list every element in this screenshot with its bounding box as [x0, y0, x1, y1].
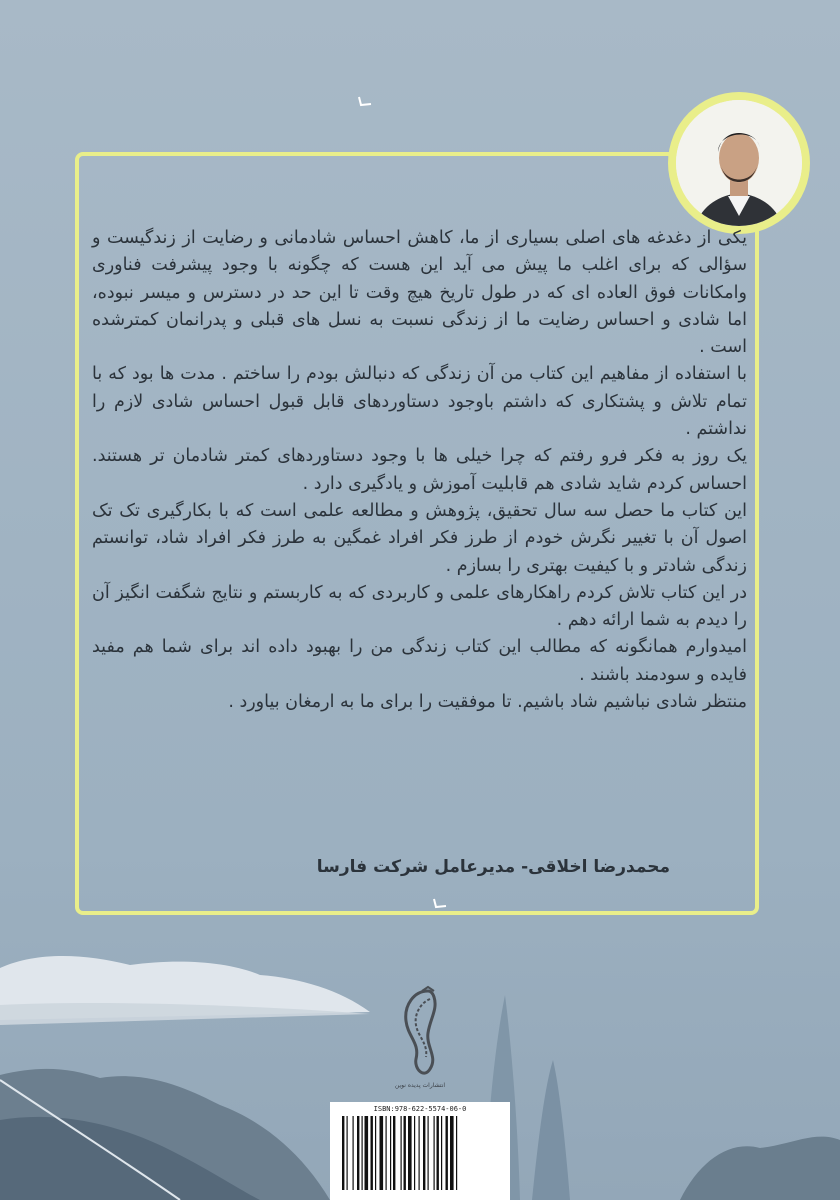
barcode-bar	[353, 1116, 354, 1190]
barcode-bar	[371, 1116, 373, 1190]
barcode-bar	[456, 1116, 457, 1190]
tick-mark-icon	[357, 96, 373, 108]
barcode-bar	[450, 1116, 454, 1190]
barcode-bar	[401, 1116, 402, 1190]
barcode-bar	[393, 1116, 395, 1190]
barcode-bar	[365, 1116, 369, 1190]
barcode	[330, 1102, 510, 1200]
barcode-bar	[437, 1116, 439, 1190]
barcode-bar	[357, 1116, 359, 1190]
barcode-bar	[423, 1116, 425, 1190]
author-signature: محمدرضا اخلاقی- مدیرعامل شرکت فارسا	[316, 857, 670, 877]
body-text	[92, 225, 747, 716]
publisher-name: انتشارات پدیده نوین	[394, 1082, 446, 1089]
barcode-bar	[347, 1116, 348, 1190]
barcode-bar	[446, 1116, 448, 1190]
publisher-logo-icon	[390, 985, 450, 1090]
barcode-bar	[414, 1116, 415, 1190]
paragraph: یکی از دغدغه های اصلی بسیاری از ما، کاهش احساس شادمانی و رضایت از زندگیست و سؤالی که برای اغلب ما پیش می آید این هست که چگونه با وجود پیشرفت فناوری وامکانات فوق العاده ای که در طول تاریخ هیچ وقت تا این حد در دسترس و میسر نبوده، اما شادی و احساس رضایت ما از زندگی نسبت به نسل های قبلی و پدرانمان کمترشده است .	[92, 228, 747, 358]
barcode-bar	[380, 1116, 384, 1190]
barcode-bar	[441, 1116, 442, 1190]
barcode-bar	[434, 1116, 435, 1190]
isbn-label: ISBN:978-622-5574-06-0	[373, 1105, 467, 1113]
barcode-bar	[408, 1116, 412, 1190]
barcode-bar	[342, 1116, 344, 1190]
paragraph: یک روز به فکر فرو رفتم که چرا خیلی ها با وجود دستاوردهای کمتر شادمان تر هستند. احساس کردم شاید شادی هم قابلیت آموزش و یادگیری دارد .	[92, 446, 747, 494]
barcode-bar	[404, 1116, 406, 1190]
barcode-bar	[428, 1116, 429, 1190]
paragraph: امیدوارم همانگونه که مطالب این کتاب زندگی من را بهبود داده اند برای شما هم مفید فایده و سودمند باشند .	[92, 637, 747, 685]
paragraph: در این کتاب تلاش کردم راهکارهای علمی و کاربردی که به کاربستم و نتایج شگفت انگیز آن را دیدم به شما ارائه دهم .	[92, 582, 747, 631]
paragraph: با استفاده از مفاهیم این کتاب من آن زندگی که دنبالش بودم را ساختم . مدت ها بود که با تمام تلاش و پشتکاری که داشتم باوجود دستاوردهای قابل قبول احساس شادی لازم را نداشتم .	[92, 364, 747, 440]
paragraph: این کتاب ما حصل سه سال تحقیق، پژوهش و مطالعه علمی است که با بکارگیری تک تک اصول آن با تغییر نگرش خودم از طرز فکر افراد غمگین به طرز فکر افراد شاد، توانستم زندگی شادتر و با کیفیت بهتری را بسازم .	[92, 500, 747, 576]
barcode-bar	[375, 1116, 376, 1190]
paragraph: منتظر شادی نباشیم شاد باشیم. تا موفقیت را برای ما به ارمغان بیاورد .	[228, 692, 747, 713]
author-avatar	[676, 100, 802, 226]
barcode-bars	[330, 1102, 510, 1200]
barcode-bar	[362, 1116, 363, 1190]
barcode-bar	[390, 1116, 391, 1190]
barcode-bar	[386, 1116, 387, 1190]
barcode-bar	[419, 1116, 420, 1190]
